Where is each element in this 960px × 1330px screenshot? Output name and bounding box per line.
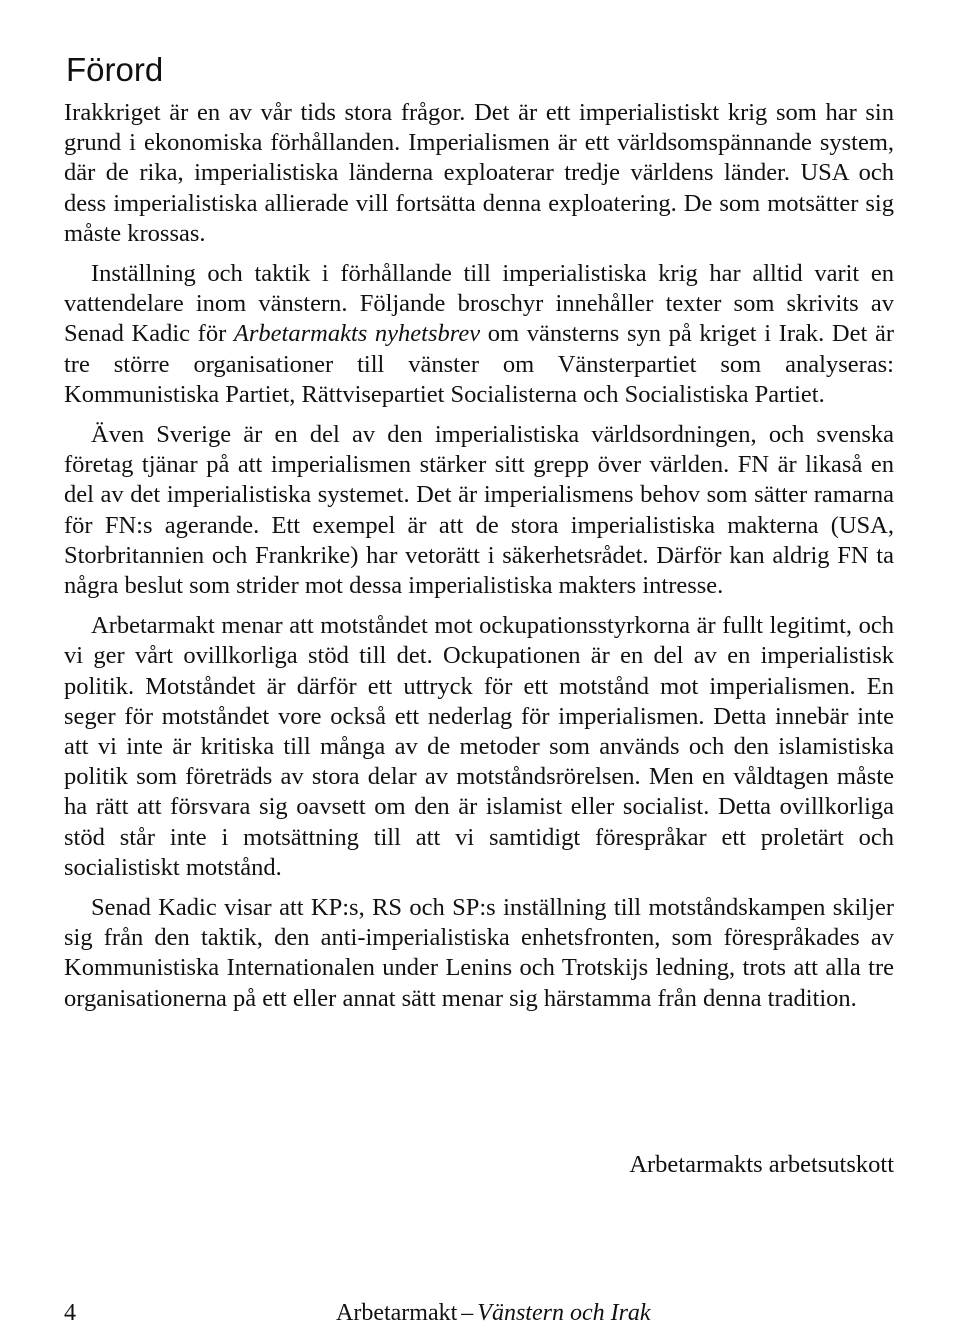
paragraph-4-text: Arbetarmakt menar att motståndet mot ockupationsstyrkorna är fullt legitimt, och vi ger vårt ovillkorliga stöd till det. Ockupationen är en del av en imperialistisk politik. Motståndet är därför ett uttryck för ett motstånd mot imperialismen. En seger för motståndet vore också ett nederlag för imperialismen. Detta innebär inte att vi inte är kritiska till många av de metoder som används och den islamistiska politik som företräds av stora delar av motståndsrörelsen. Men en våldtagen måste ha rätt att försvara sig oavsett om den är islamist eller socialist. Detta ovillkorliga stöd står inte i motsättning till att vi samtidigt förespråkar ett proletärt och socialistiskt motstånd. [64,612,894,881]
paragraph-3 [64,420,894,601]
running-head [336,1296,651,1330]
paragraph-2 [64,259,894,410]
paragraph-2-text-b: om vänsterns syn på kriget i Irak. Det är tre större organisationer till vänster om Vänsterpartiet som analyseras: Kommunistiska Partiet, Rättvisepartiet Socialisterna och Socialistiska Partiet. [64,320,894,408]
signature: Arbetarmakts arbetsutskott [629,1151,894,1178]
running-head-dash: – [461,1300,474,1326]
document-body [64,98,894,1024]
page-footer [64,1296,894,1330]
paragraph-3-text: Även Sverige är en del av den imperialistiska världsordningen, och svenska företag tjänar på att imperialismen stärker sitt grepp över världen. FN är likaså en del av det imperialistiska systemet. Det är imperialismens behov som sätter ramarna för FN:s agerande. Ett exempel är att de stora imperialistiska makterna (USA, Storbritannien och Frankrike) har vetorätt i säkerhetsrådet. Därför kan aldrig FN ta några beslut som strider mot dessa imperialistiska makters intresse. [64,421,894,600]
running-head-publisher: Arbetarmakt [336,1300,458,1326]
page-number: 4 [64,1300,76,1326]
paragraph-5 [64,893,894,1014]
newsletter-title-italic: Arbetarmakts nyhetsbrev [233,320,481,348]
paragraph-5-text: Senad Kadic visar att KP:s, RS och SP:s inställning till motståndskampen skiljer sig från den taktik, den anti-imperialistiska enhetsfronten, som förespråkades av Kommunistiska Internationalen under Lenins och Trotskijs ledning, trots att alla tre organisationerna på ett eller annat sätt menar sig härstamma från denna tradition. [64,894,894,1012]
paragraph-1 [64,98,894,249]
paragraph-2-text-a: Inställning och taktik i förhållande till imperialistiska krig har alltid varit en vattendelare inom vänstern. Följande broschyr innehåller texter som skrivits av Senad Kadic för [64,260,894,348]
page-title: Förord [66,51,164,88]
paragraph-4 [64,611,894,883]
paragraph-1-text: Irakkriget är en av vår tids stora frågor. Det är ett imperialistiskt krig som har sin grund i ekonomiska förhållanden. Imperialismen är ett världsomspännande system, där de rika, imperialistiska länderna exploaterar tredje världens länder. USA och dess imperialistiska allierade vill fortsätta denna exploatering. De som motsätter sig måste krossas. [64,99,894,247]
running-head-title: Vänstern och Irak [477,1300,651,1326]
